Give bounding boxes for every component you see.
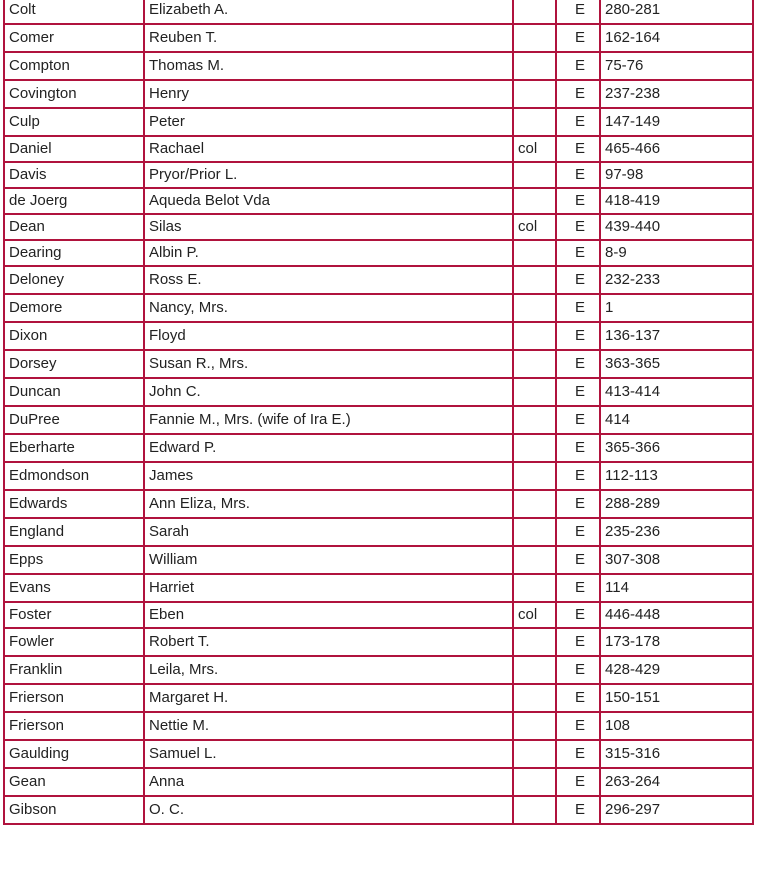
last-name-cell: Evans: [4, 574, 144, 602]
first-name-cell: Elizabeth A.: [144, 0, 513, 24]
volume-cell: E: [556, 602, 600, 628]
pages-cell: 315-316: [600, 740, 753, 768]
note-cell: [513, 656, 556, 684]
first-name-cell: Robert T.: [144, 628, 513, 656]
last-name-cell: Davis: [4, 162, 144, 188]
last-name-cell: Gaulding: [4, 740, 144, 768]
pages-cell: 465-466: [600, 136, 753, 162]
table-row: [4, 434, 753, 462]
table-row: [4, 490, 753, 518]
table-row: [4, 684, 753, 712]
first-name-cell: William: [144, 546, 513, 574]
first-name-cell: Nancy, Mrs.: [144, 294, 513, 322]
first-name-cell: Margaret H.: [144, 684, 513, 712]
table-row: [4, 0, 753, 24]
table-row: [4, 574, 753, 602]
first-name-cell: Pryor/Prior L.: [144, 162, 513, 188]
note-cell: [513, 796, 556, 824]
volume-cell: E: [556, 574, 600, 602]
first-name-cell: Anna: [144, 768, 513, 796]
note-cell: col: [513, 214, 556, 240]
table-row: [4, 712, 753, 740]
volume-cell: E: [556, 546, 600, 574]
pages-cell: 173-178: [600, 628, 753, 656]
last-name-cell: Compton: [4, 52, 144, 80]
volume-cell: E: [556, 350, 600, 378]
last-name-cell: de Joerg: [4, 188, 144, 214]
first-name-cell: Ross E.: [144, 266, 513, 294]
pages-cell: 147-149: [600, 108, 753, 136]
last-name-cell: Covington: [4, 80, 144, 108]
table-row: [4, 740, 753, 768]
volume-cell: E: [556, 240, 600, 266]
note-cell: [513, 322, 556, 350]
table-row: [4, 108, 753, 136]
volume-cell: E: [556, 108, 600, 136]
note-cell: [513, 188, 556, 214]
volume-cell: E: [556, 162, 600, 188]
pages-cell: 150-151: [600, 684, 753, 712]
last-name-cell: DuPree: [4, 406, 144, 434]
volume-cell: E: [556, 136, 600, 162]
note-cell: [513, 108, 556, 136]
note-cell: [513, 462, 556, 490]
table-row: [4, 406, 753, 434]
first-name-cell: Floyd: [144, 322, 513, 350]
last-name-cell: Frierson: [4, 684, 144, 712]
note-cell: [513, 0, 556, 24]
first-name-cell: Leila, Mrs.: [144, 656, 513, 684]
last-name-cell: Edwards: [4, 490, 144, 518]
last-name-cell: Foster: [4, 602, 144, 628]
table-row: [4, 52, 753, 80]
pages-cell: 288-289: [600, 490, 753, 518]
pages-cell: 263-264: [600, 768, 753, 796]
note-cell: [513, 574, 556, 602]
first-name-cell: Ann Eliza, Mrs.: [144, 490, 513, 518]
last-name-cell: Epps: [4, 546, 144, 574]
table-row: [4, 602, 753, 628]
first-name-cell: Aqueda Belot Vda: [144, 188, 513, 214]
volume-cell: E: [556, 294, 600, 322]
pages-cell: 232-233: [600, 266, 753, 294]
first-name-cell: Nettie M.: [144, 712, 513, 740]
first-name-cell: John C.: [144, 378, 513, 406]
table-row: [4, 796, 753, 824]
pages-cell: 114: [600, 574, 753, 602]
records-table-body: [4, 0, 753, 824]
table-row: [4, 240, 753, 266]
table-row: [4, 378, 753, 406]
first-name-cell: Harriet: [144, 574, 513, 602]
note-cell: [513, 768, 556, 796]
volume-cell: E: [556, 490, 600, 518]
table-row: [4, 546, 753, 574]
table-row: [4, 628, 753, 656]
pages-cell: 1: [600, 294, 753, 322]
pages-cell: 439-440: [600, 214, 753, 240]
volume-cell: E: [556, 796, 600, 824]
last-name-cell: Colt: [4, 0, 144, 24]
note-cell: [513, 628, 556, 656]
note-cell: [513, 52, 556, 80]
volume-cell: E: [556, 80, 600, 108]
table-row: [4, 136, 753, 162]
note-cell: [513, 434, 556, 462]
last-name-cell: Edmondson: [4, 462, 144, 490]
note-cell: [513, 294, 556, 322]
table-row: [4, 462, 753, 490]
pages-cell: 446-448: [600, 602, 753, 628]
note-cell: [513, 378, 556, 406]
last-name-cell: Duncan: [4, 378, 144, 406]
last-name-cell: Eberharte: [4, 434, 144, 462]
last-name-cell: Gean: [4, 768, 144, 796]
table-row: [4, 656, 753, 684]
pages-cell: 428-429: [600, 656, 753, 684]
pages-cell: 296-297: [600, 796, 753, 824]
volume-cell: E: [556, 656, 600, 684]
records-table: [3, 0, 754, 825]
pages-cell: 418-419: [600, 188, 753, 214]
last-name-cell: Comer: [4, 24, 144, 52]
note-cell: col: [513, 136, 556, 162]
last-name-cell: Dixon: [4, 322, 144, 350]
note-cell: [513, 240, 556, 266]
pages-cell: 136-137: [600, 322, 753, 350]
first-name-cell: Silas: [144, 214, 513, 240]
volume-cell: E: [556, 518, 600, 546]
last-name-cell: Culp: [4, 108, 144, 136]
first-name-cell: Samuel L.: [144, 740, 513, 768]
first-name-cell: Rachael: [144, 136, 513, 162]
pages-cell: 237-238: [600, 80, 753, 108]
first-name-cell: Eben: [144, 602, 513, 628]
table-row: [4, 80, 753, 108]
first-name-cell: Sarah: [144, 518, 513, 546]
volume-cell: E: [556, 0, 600, 24]
volume-cell: E: [556, 712, 600, 740]
table-row: [4, 188, 753, 214]
volume-cell: E: [556, 434, 600, 462]
table-row: [4, 322, 753, 350]
volume-cell: E: [556, 684, 600, 712]
note-cell: [513, 162, 556, 188]
table-row: [4, 350, 753, 378]
volume-cell: E: [556, 188, 600, 214]
table-row: [4, 294, 753, 322]
first-name-cell: Peter: [144, 108, 513, 136]
last-name-cell: Daniel: [4, 136, 144, 162]
table-row: [4, 214, 753, 240]
volume-cell: E: [556, 378, 600, 406]
last-name-cell: Fowler: [4, 628, 144, 656]
volume-cell: E: [556, 768, 600, 796]
pages-cell: 162-164: [600, 24, 753, 52]
volume-cell: E: [556, 628, 600, 656]
table-row: [4, 162, 753, 188]
pages-cell: 8-9: [600, 240, 753, 266]
pages-cell: 280-281: [600, 0, 753, 24]
pages-cell: 414: [600, 406, 753, 434]
last-name-cell: Dean: [4, 214, 144, 240]
note-cell: [513, 266, 556, 294]
note-cell: [513, 518, 556, 546]
first-name-cell: Edward P.: [144, 434, 513, 462]
last-name-cell: Dorsey: [4, 350, 144, 378]
note-cell: [513, 80, 556, 108]
last-name-cell: Frierson: [4, 712, 144, 740]
volume-cell: E: [556, 52, 600, 80]
note-cell: [513, 24, 556, 52]
note-cell: [513, 350, 556, 378]
pages-cell: 75-76: [600, 52, 753, 80]
first-name-cell: Reuben T.: [144, 24, 513, 52]
last-name-cell: Deloney: [4, 266, 144, 294]
note-cell: [513, 546, 556, 574]
pages-cell: 363-365: [600, 350, 753, 378]
first-name-cell: Thomas M.: [144, 52, 513, 80]
pages-cell: 365-366: [600, 434, 753, 462]
first-name-cell: Henry: [144, 80, 513, 108]
pages-cell: 413-414: [600, 378, 753, 406]
pages-cell: 108: [600, 712, 753, 740]
note-cell: [513, 740, 556, 768]
last-name-cell: Demore: [4, 294, 144, 322]
pages-cell: 235-236: [600, 518, 753, 546]
pages-cell: 112-113: [600, 462, 753, 490]
first-name-cell: James: [144, 462, 513, 490]
table-row: [4, 518, 753, 546]
last-name-cell: Gibson: [4, 796, 144, 824]
volume-cell: E: [556, 462, 600, 490]
note-cell: [513, 712, 556, 740]
volume-cell: E: [556, 214, 600, 240]
table-row: [4, 266, 753, 294]
volume-cell: E: [556, 406, 600, 434]
first-name-cell: Fannie M., Mrs. (wife of Ira E.): [144, 406, 513, 434]
last-name-cell: Franklin: [4, 656, 144, 684]
volume-cell: E: [556, 24, 600, 52]
pages-cell: 307-308: [600, 546, 753, 574]
table-row: [4, 24, 753, 52]
pages-cell: 97-98: [600, 162, 753, 188]
volume-cell: E: [556, 322, 600, 350]
volume-cell: E: [556, 266, 600, 294]
note-cell: col: [513, 602, 556, 628]
table-row: [4, 768, 753, 796]
first-name-cell: Albin P.: [144, 240, 513, 266]
volume-cell: E: [556, 740, 600, 768]
note-cell: [513, 684, 556, 712]
first-name-cell: Susan R., Mrs.: [144, 350, 513, 378]
first-name-cell: O. C.: [144, 796, 513, 824]
note-cell: [513, 490, 556, 518]
last-name-cell: Dearing: [4, 240, 144, 266]
note-cell: [513, 406, 556, 434]
last-name-cell: England: [4, 518, 144, 546]
